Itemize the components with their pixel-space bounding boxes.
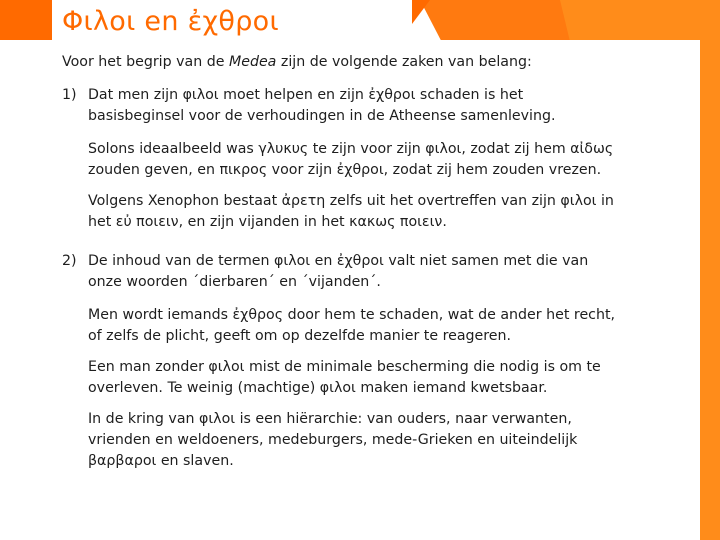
intro-medea: Medea: [228, 54, 277, 70]
list-item-1-text: Dat men zijn φιλοι moet helpen en zijn ἐχθροι schaden is het basisbeginsel voor de verhoudingen in de Atheense samenleving.: [88, 87, 556, 124]
slide-content: [62, 52, 622, 482]
intro-text: [62, 52, 622, 73]
slide-title: Φιλοι en ἐχθροι: [62, 6, 279, 37]
item-1-paragraph-1: Solons ideaalbeeld was γλυκυς te zijn voor zijn φιλοι, zodat zij hem αἰδως zouden geven, en πικρος voor zijn ἐχθροι, zodat zij hem zouden vrezen.: [88, 141, 614, 178]
item-2-paragraph-2: Een man zonder φιλοι mist de minimale bescherming die nodig is om te overleven. Te weinig (machtige) φιλοι maken iemand kwetsbaar.: [88, 359, 601, 396]
list-number-1: 1): [62, 87, 77, 103]
item-1-paragraph-2: Volgens Xenophon bestaat ἀρετη zelfs uit het overtreffen van zijn φιλοι in het εὐ ποιειν, en zijn vijanden in het κακως ποιειν.: [88, 193, 614, 230]
list-item-2-text: De inhoud van de termen φιλοι en ἐχθροι valt niet samen met die van onze woorden ´dierbaren´ en ´vijanden´.: [88, 253, 589, 290]
item-2-paragraph-1: Men wordt iemands ἐχθρος door hem te schaden, wat de ander het recht, of zelfs de plicht, geeft om op dezelfde manier te reageren.: [88, 307, 616, 344]
item-2-paragraph-3: In de kring van φιλοι is een hiërarchie: van ouders, naar verwanten, vrienden en weldoeners, medeburgers, mede-Grieken en uiteindelijk βαρβαροι en slaven.: [88, 411, 578, 469]
intro-before: Voor het begrip van de: [62, 54, 229, 70]
list-item-1: [62, 85, 622, 127]
list-number-2: 2): [62, 253, 77, 269]
intro-after: zijn de volgende zaken van belang:: [276, 54, 532, 70]
list-item-2: [62, 251, 622, 293]
